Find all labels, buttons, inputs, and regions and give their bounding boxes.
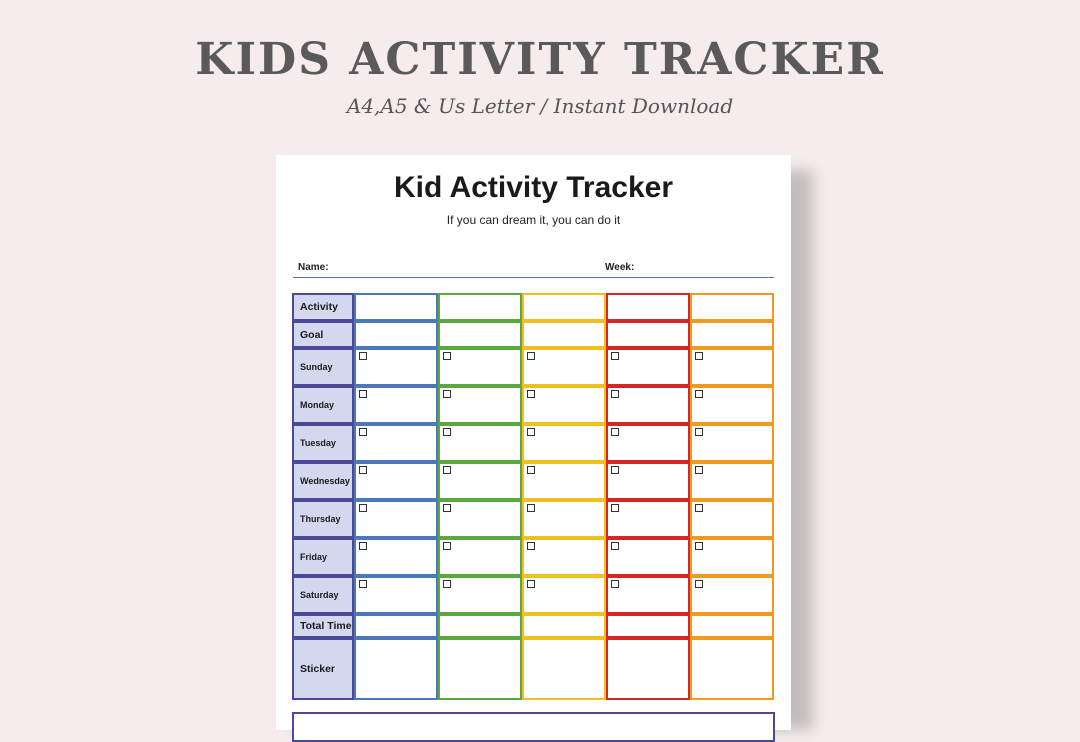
row-label-sunday: Sunday xyxy=(292,348,354,386)
tracker-cell[interactable] xyxy=(354,386,438,424)
tracker-cell[interactable] xyxy=(438,576,522,614)
checkbox[interactable] xyxy=(695,428,703,436)
checkbox[interactable] xyxy=(695,390,703,398)
row-label-monday: Monday xyxy=(292,386,354,424)
banner-subtitle: A4,A5 & Us Letter / Instant Download xyxy=(346,94,734,118)
row-label-activity: Activity xyxy=(292,293,354,321)
tracker-cell[interactable] xyxy=(690,321,774,348)
tracker-cell[interactable] xyxy=(606,386,690,424)
tracker-cell[interactable] xyxy=(690,638,774,700)
checkbox[interactable] xyxy=(611,580,619,588)
tracker-cell[interactable] xyxy=(438,614,522,638)
checkbox[interactable] xyxy=(611,390,619,398)
tracker-cell[interactable] xyxy=(690,424,774,462)
checkbox[interactable] xyxy=(611,466,619,474)
checkbox[interactable] xyxy=(695,542,703,550)
checkbox[interactable] xyxy=(611,352,619,360)
tracker-cell[interactable] xyxy=(522,386,606,424)
tracker-cell[interactable] xyxy=(522,500,606,538)
checkbox[interactable] xyxy=(527,504,535,512)
checkbox[interactable] xyxy=(443,466,451,474)
row-label-sticker: Sticker xyxy=(292,638,354,700)
sheet-subtitle: If you can dream it, you can do it xyxy=(446,213,621,227)
checkbox[interactable] xyxy=(695,580,703,588)
checkbox[interactable] xyxy=(527,352,535,360)
checkbox[interactable] xyxy=(359,580,367,588)
tracker-cell[interactable] xyxy=(690,576,774,614)
tracker-cell[interactable] xyxy=(690,538,774,576)
checkbox[interactable] xyxy=(359,504,367,512)
tracker-cell[interactable] xyxy=(354,614,438,638)
checkbox[interactable] xyxy=(527,466,535,474)
name-week-line xyxy=(293,277,774,278)
tracker-sheet xyxy=(276,155,791,730)
tracker-cell[interactable] xyxy=(606,576,690,614)
checkbox[interactable] xyxy=(695,466,703,474)
checkbox[interactable] xyxy=(443,580,451,588)
checkbox[interactable] xyxy=(443,542,451,550)
tracker-cell[interactable] xyxy=(522,538,606,576)
tracker-cell[interactable] xyxy=(354,424,438,462)
sheet-title: Kid Activity Tracker xyxy=(393,171,673,204)
tracker-cell[interactable] xyxy=(438,462,522,500)
checkbox[interactable] xyxy=(359,352,367,360)
tracker-cell[interactable] xyxy=(438,321,522,348)
row-label-tuesday: Tuesday xyxy=(292,424,354,462)
checkbox[interactable] xyxy=(611,542,619,550)
checkbox[interactable] xyxy=(611,504,619,512)
checkbox[interactable] xyxy=(359,542,367,550)
tracker-cell[interactable] xyxy=(438,638,522,700)
checkbox[interactable] xyxy=(359,466,367,474)
tracker-cell[interactable] xyxy=(690,500,774,538)
notes-box xyxy=(292,712,775,742)
checkbox[interactable] xyxy=(443,428,451,436)
banner-title: KIDS ACTIVITY TRACKER xyxy=(195,34,885,85)
tracker-cell[interactable] xyxy=(606,538,690,576)
tracker-cell[interactable] xyxy=(438,500,522,538)
tracker-cell[interactable] xyxy=(438,538,522,576)
row-label-saturday: Saturday xyxy=(292,576,354,614)
tracker-cell[interactable] xyxy=(438,348,522,386)
row-label-thursday: Thursday xyxy=(292,500,354,538)
checkbox[interactable] xyxy=(527,580,535,588)
week-label: Week: xyxy=(605,262,635,273)
tracker-cell[interactable] xyxy=(522,614,606,638)
checkbox[interactable] xyxy=(527,428,535,436)
tracker-cell[interactable] xyxy=(522,638,606,700)
row-label-goal: Goal xyxy=(292,321,354,348)
checkbox[interactable] xyxy=(527,390,535,398)
tracker-cell[interactable] xyxy=(354,576,438,614)
checkbox[interactable] xyxy=(443,352,451,360)
tracker-cell[interactable] xyxy=(354,321,438,348)
tracker-cell[interactable] xyxy=(522,321,606,348)
checkbox[interactable] xyxy=(695,352,703,360)
tracker-cell[interactable] xyxy=(354,500,438,538)
tracker-cell[interactable] xyxy=(606,348,690,386)
tracker-cell[interactable] xyxy=(438,424,522,462)
checkbox[interactable] xyxy=(611,428,619,436)
tracker-cell[interactable] xyxy=(438,386,522,424)
checkbox[interactable] xyxy=(443,504,451,512)
tracker-cell[interactable] xyxy=(522,576,606,614)
name-label: Name: xyxy=(298,262,329,273)
tracker-cell[interactable] xyxy=(354,293,438,321)
row-label-wednesday: Wednesday xyxy=(292,462,354,500)
row-label-friday: Friday xyxy=(292,538,354,576)
checkbox[interactable] xyxy=(359,390,367,398)
tracker-cell[interactable] xyxy=(606,321,690,348)
tracker-cell[interactable] xyxy=(606,614,690,638)
row-label-total-time: Total Time xyxy=(292,614,354,638)
tracker-cell[interactable] xyxy=(606,424,690,462)
tracker-cell[interactable] xyxy=(354,638,438,700)
tracker-cell[interactable] xyxy=(438,293,522,321)
tracker-cell[interactable] xyxy=(606,638,690,700)
checkbox[interactable] xyxy=(443,390,451,398)
tracker-cell[interactable] xyxy=(522,293,606,321)
tracker-cell[interactable] xyxy=(354,462,438,500)
checkbox[interactable] xyxy=(527,542,535,550)
checkbox[interactable] xyxy=(695,504,703,512)
tracker-cell[interactable] xyxy=(690,614,774,638)
tracker-cell[interactable] xyxy=(606,293,690,321)
tracker-cell[interactable] xyxy=(522,348,606,386)
tracker-cell[interactable] xyxy=(522,424,606,462)
tracker-cell[interactable] xyxy=(354,348,438,386)
tracker-cell[interactable] xyxy=(522,462,606,500)
tracker-cell[interactable] xyxy=(690,462,774,500)
tracker-cell[interactable] xyxy=(690,348,774,386)
tracker-cell[interactable] xyxy=(354,538,438,576)
checkbox[interactable] xyxy=(359,428,367,436)
tracker-cell[interactable] xyxy=(606,500,690,538)
tracker-cell[interactable] xyxy=(690,293,774,321)
tracker-cell[interactable] xyxy=(690,386,774,424)
tracker-cell[interactable] xyxy=(606,462,690,500)
